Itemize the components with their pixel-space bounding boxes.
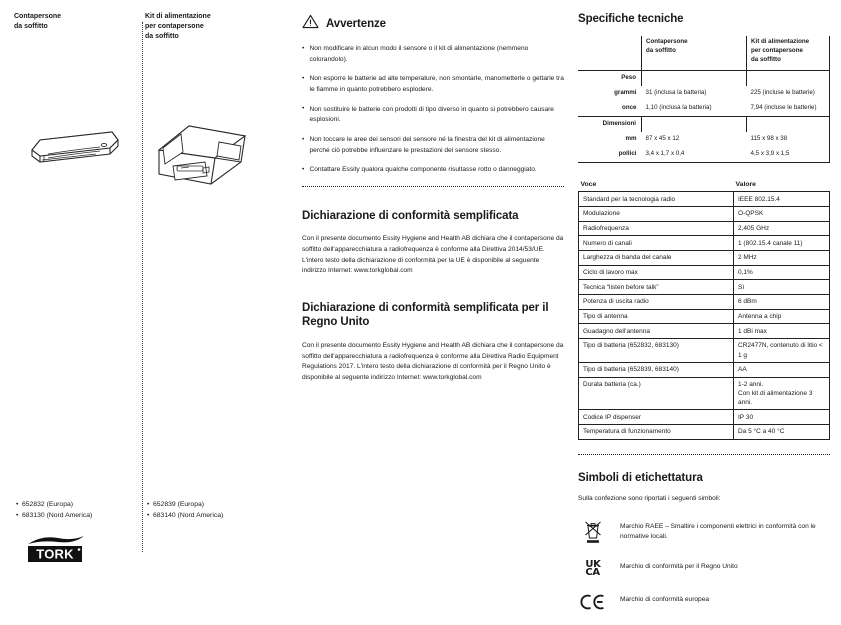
- cell: 225 (incluse le batterie): [747, 86, 830, 101]
- conformity-eu: [302, 209, 564, 277]
- spec-value: 2 MHz: [734, 250, 830, 265]
- spec-key: Standard per la tecnologia radio: [579, 192, 734, 207]
- symbols-intro: Sulla confezione sono riportati i seguenti simboli:: [578, 495, 721, 503]
- table-row: [579, 265, 830, 280]
- product-left-codes: [16, 499, 92, 521]
- warning-item: • Non toccare le aree dei sensori del sensore né la finestra del kit di alimentazione perché ciò potrebbe influenzare le prestazioni del sensore stesso.: [302, 135, 564, 156]
- table-header-row: [579, 181, 830, 192]
- table-row: [578, 101, 830, 116]
- spec-value: CR2477N, contenuto di litio < 1 g: [734, 339, 830, 363]
- ceiling-people-counter-illustration: [14, 92, 132, 222]
- ukca-line2: CA: [585, 567, 600, 579]
- col-header-counter: Contapersone da soffitto: [642, 36, 747, 70]
- table-row: [578, 86, 830, 101]
- spec-value: AA: [734, 362, 830, 377]
- table-row: [579, 250, 830, 265]
- table-row: [578, 132, 830, 147]
- table-row: [579, 192, 830, 207]
- code-item: • 683130 (Nord America): [16, 510, 92, 521]
- code-item: • 652832 (Europa): [16, 499, 92, 510]
- symbol-weee-text: Marchio RAEE – Smaltire i componenti elettrici in conformità con le normative locali.: [620, 522, 816, 541]
- table-row: [579, 362, 830, 377]
- warning-item: • Non modificare in alcun modo il sensore o il kit di alimentazione (nemmeno colorandolo).: [302, 44, 564, 65]
- specifications-panel: [578, 12, 830, 625]
- unit-label: once: [622, 104, 637, 112]
- table-row: [579, 295, 830, 310]
- table-row: [578, 117, 830, 132]
- weee-crossed-out-bin-icon: [578, 520, 608, 545]
- section-divider: [302, 186, 564, 187]
- symbols-title: Simboli di etichettatura: [578, 471, 703, 484]
- conformity-uk-body: Con il presente documento Essity Hygiene and Health AB dichiara che il contapersone da soffitto dell'apparecchiatura a radiofrequenza è conforme alla Direttiva Radio Equipment Regulations 2017. L'intero testo della dichiarazione di conformità per il Regno Unito è disponibile al seguente indirizzo Internet: www.torkglobal.com: [302, 341, 564, 381]
- table-header-row: [578, 36, 830, 70]
- spec-key: Radiofrequenza: [579, 221, 734, 236]
- spec-value: 2,405 GHz: [734, 221, 830, 236]
- spec-key: Temperatura di funzionamento: [579, 425, 734, 440]
- tork-logo: [26, 532, 88, 571]
- specs-title: Specifiche tecniche: [578, 13, 684, 25]
- cell: [642, 71, 747, 86]
- cell: 4,5 x 3,9 x 1,5: [747, 147, 830, 162]
- spec-key: Larghezza di banda del canale: [579, 250, 734, 265]
- empty-corner: [578, 36, 642, 70]
- group-label-weight: Peso: [621, 74, 636, 82]
- col-header-kit: Kit di alimentazione per contapersone da soffitto: [747, 36, 830, 70]
- spec-value: 0,1%: [734, 265, 830, 280]
- table-row: [579, 280, 830, 295]
- warnings-list: [302, 44, 564, 176]
- spec-key: Durata batteria (ca.): [579, 377, 734, 410]
- svg-text:TORK: TORK: [36, 546, 74, 562]
- unit-label: grammi: [614, 89, 637, 97]
- cell: 7,94 (incluse le batterie): [747, 101, 830, 116]
- cell: 31 (inclusa la batteria): [645, 89, 707, 97]
- warnings-conformity-panel: [302, 14, 564, 384]
- spec-value: IEEE 802.15.4: [734, 192, 830, 207]
- col-header-valore: Valore: [735, 181, 756, 189]
- symbol-ukca-text: Marchio di conformità per il Regno Unito: [620, 562, 738, 570]
- table-row: [579, 339, 830, 363]
- table-row: [579, 309, 830, 324]
- spec-key: Ciclo di lavoro max: [579, 265, 734, 280]
- product-ceiling-counter: [14, 12, 132, 222]
- conformity-uk-title: Dichiarazione di conformità semplificata per il Regno Unito: [302, 302, 549, 329]
- radio-specs-table: [578, 181, 830, 440]
- col-header-voce: Voce: [580, 181, 597, 189]
- section-divider: [578, 454, 830, 455]
- spec-value: 1 dBi max: [734, 324, 830, 339]
- table-row: [579, 206, 830, 221]
- conformity-eu-title: Dichiarazione di conformità semplificata: [302, 210, 519, 223]
- spec-key: Tipo di batteria (652832, 683130): [579, 339, 734, 363]
- cell: 3,4 x 1,7 x 0,4: [645, 150, 685, 158]
- code-item: • 652839 (Europa): [147, 499, 223, 510]
- table-row: [579, 324, 830, 339]
- table-row: [579, 410, 830, 425]
- table-row: [579, 377, 830, 410]
- conformity-uk: [302, 301, 564, 383]
- unit-label: pollici: [618, 150, 637, 158]
- spec-value: Sì: [734, 280, 830, 295]
- spec-value: O-QPSK: [734, 206, 830, 221]
- spec-key: Guadagno dell'antenna: [579, 324, 734, 339]
- warning-item: • Non esporre le batterie ad alte temperature, non smontarle, manometterle o gettarle tra le fiamme in quanto potrebbero esplodere.: [302, 74, 564, 95]
- product-right-title: Kit di alimentazione per contapersone da soffitto: [145, 13, 211, 41]
- spec-value: Da 5 °C a 40 °C: [734, 425, 830, 440]
- spec-value: 1-2 anni. Con kit di alimentazione 3 anni.: [734, 377, 830, 410]
- spec-key: Codice IP dispenser: [579, 410, 734, 425]
- ceiling-power-kit-illustration: [145, 102, 263, 232]
- table-row: [579, 221, 830, 236]
- spec-value: Antenna a chip: [734, 309, 830, 324]
- product-power-kit: [145, 12, 263, 232]
- table-row: [579, 236, 830, 251]
- cell: 87 x 45 x 12: [645, 135, 680, 143]
- warnings-title: Avvertenze: [326, 17, 386, 30]
- spec-value: IP 30: [734, 410, 830, 425]
- spec-value: 6 dBm: [734, 295, 830, 310]
- warning-triangle-icon: [302, 14, 319, 34]
- spec-key: Tipo di batteria (652839, 683140): [579, 362, 734, 377]
- table-row: [579, 425, 830, 440]
- cell: [642, 117, 747, 132]
- conformity-eu-body: Con il presente documento Essity Hygiene and Health AB dichiara che il contapersone da soffitto dell'apparecchiatura a radiofrequenza è conforme alla Direttiva 2014/53/UE. L'intero testo della dichiarazione di conformità per la UE è disponibile al seguente indirizzo Internet: www.torkglobal.com: [302, 235, 564, 275]
- ukca-line1: UK: [585, 558, 601, 570]
- spec-value: 1 (802.15.4 canale 11): [734, 236, 830, 251]
- table-row: [578, 147, 830, 162]
- symbol-ce-text: Marchio di conformità europea: [620, 596, 710, 604]
- table-row: [578, 71, 830, 86]
- vertical-dotted-divider: [142, 22, 143, 552]
- cell: [747, 71, 830, 86]
- group-label-dimensions: Dimensioni: [602, 120, 636, 128]
- cell: 1,10 (inclusa la batteria): [645, 104, 712, 112]
- ukca-mark-icon: [578, 560, 608, 578]
- code-item: • 683140 (Nord America): [147, 510, 223, 521]
- warning-item: • Non sostituire le batterie con prodotti di tipo diverso in quanto si potrebbero causare esplosioni.: [302, 105, 564, 126]
- product-right-codes: [147, 499, 223, 521]
- unit-label: mm: [625, 135, 637, 143]
- warnings-header: [302, 14, 564, 34]
- spec-key: Tecnica “listen before talk”: [579, 280, 734, 295]
- physical-specs-table: [578, 36, 830, 163]
- products-panel: [14, 12, 282, 583]
- cell: 115 x 98 x 38: [747, 132, 830, 147]
- ce-mark-icon: [578, 593, 608, 610]
- symbol-ce: [578, 593, 830, 610]
- symbol-weee: [578, 520, 830, 545]
- warning-item: • Contattare Essity qualora qualche componente risultasse rotto o danneggiato.: [302, 165, 564, 176]
- product-left-title: Contapersone da soffitto: [14, 13, 62, 31]
- spec-key: Modulazione: [579, 206, 734, 221]
- spec-key: Numero di canali: [579, 236, 734, 251]
- spec-key: Tipo di antenna: [579, 309, 734, 324]
- spec-key: Potenza di uscita radio: [579, 295, 734, 310]
- cell: [747, 117, 830, 132]
- symbol-ukca: [578, 560, 830, 578]
